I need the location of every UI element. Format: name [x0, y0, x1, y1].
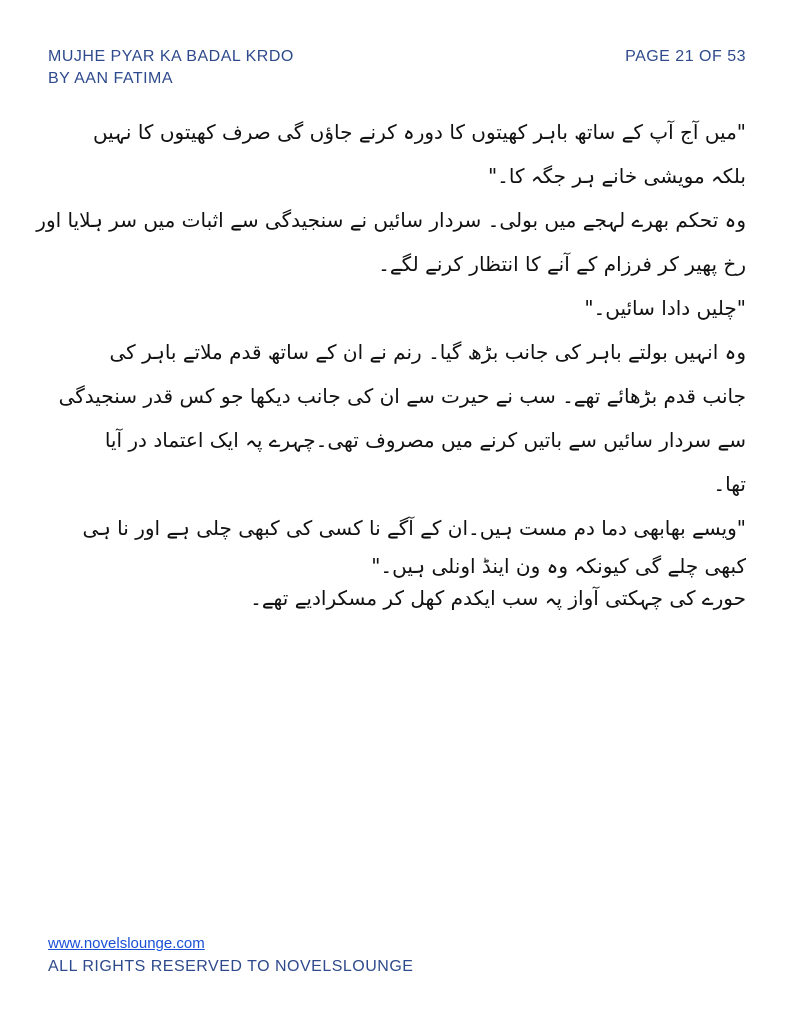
text-line: وہ انہیں بولتے باہر کی جانب بڑھ گیا۔ رنم نے ان کے ساتھ قدم ملاتے باہر کی — [109, 340, 746, 364]
page-number: PAGE 21 OF 53 — [625, 48, 746, 65]
website-link[interactable]: www.novelslounge.com — [48, 935, 205, 952]
text-line: رخ پھیر کر فرزام کے آنے کا انتظار کرنے لگے۔ — [378, 252, 746, 276]
footer — [48, 934, 413, 978]
text-line: حورے کی چہکتی آواز پہ سب ایکدم کھل کر مسکرادیے تھے۔ — [250, 586, 746, 610]
text-line: بلکہ مویشی خانے ہر جگہ کا۔" — [487, 164, 746, 188]
rights-notice: ALL RIGHTS RESERVED TO NOVELSLOUNGE — [48, 958, 414, 975]
text-line: جانب قدم بڑھائے تھے۔ سب نے حیرت سے ان کی جانب دیکھا جو کس قدر سنجیدگی — [58, 384, 746, 408]
text-line: "میں آج آپ کے ساتھ باہر کھیتوں کا دورہ کرنے جاؤں گی صرف کھیتوں کا نہیں — [92, 120, 746, 144]
text-line: "چلیں دادا سائیں۔" — [584, 296, 746, 320]
header-left — [48, 46, 294, 90]
text-line: "ویسے بھابھی دما دم مست ہیں۔ان کے آگے نا کسی کی کبھی چلی ہے اور نا ہی — [82, 516, 746, 540]
text-line: کبھی چلے گی کیونکہ وہ ون اینڈ اونلی ہیں۔" — [371, 554, 746, 578]
header-right — [625, 46, 746, 68]
text-line: تھا۔ — [713, 472, 746, 496]
story-text — [36, 110, 746, 614]
novel-title: MUJHE PYAR KA BADAL KRDO — [48, 48, 294, 65]
text-line: سے سردار سائیں سے باتیں کرنے میں مصروف تھی۔چہرے پہ ایک اعتماد در آیا — [104, 428, 746, 452]
text-line: وہ تحکم بھرے لہجے میں بولی۔ سردار سائیں نے سنجیدگی سے اثبات میں سر ہلایا اور — [36, 208, 746, 232]
author-name: BY AAN FATIMA — [48, 70, 174, 87]
